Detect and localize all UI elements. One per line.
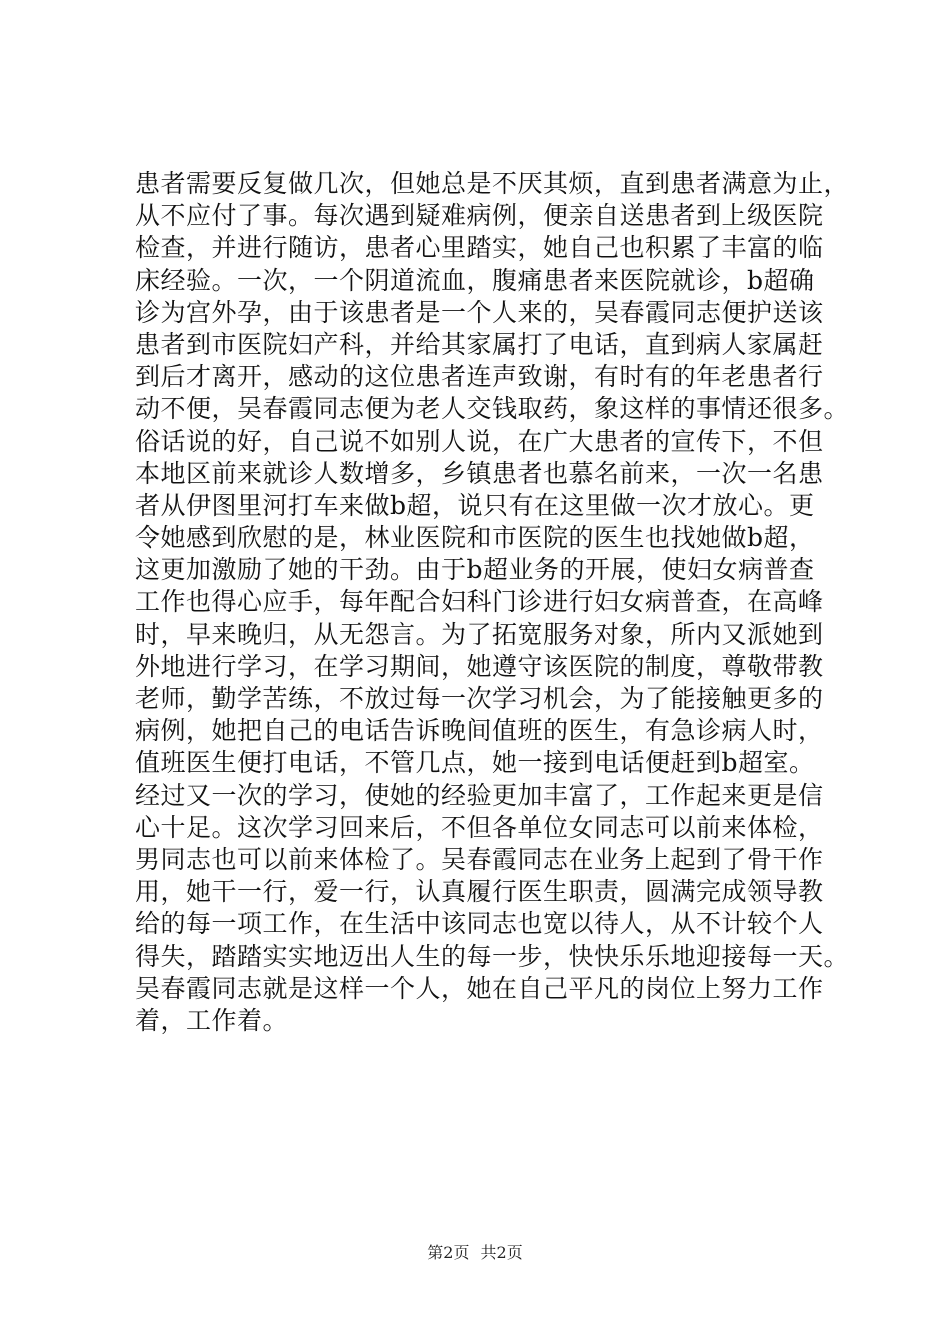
text-line: 到后才离开，感动的这位患者连声致谢，有时有的年老患者行	[135, 362, 824, 392]
text-line: 经过又一次的学习，使她的经验更加丰富了，工作起来更是信	[135, 780, 824, 810]
page-footer	[0, 1243, 950, 1263]
text-line: 床经验。一次，一个阴道流血，腹痛患者来医院就诊，b超确	[135, 265, 815, 295]
text-line: 工作也得心应手，每年配合妇科门诊进行妇女病普查，在高峰	[135, 587, 824, 617]
text-line: 男同志也可以前来体检了。吴春霞同志在业务上起到了骨干作	[135, 844, 824, 874]
text-line: 患者需要反复做几次，但她总是不厌其烦，直到患者满意为止，	[135, 169, 850, 198]
text-line: 给的每一项工作，在生活中该同志也宽以待人，从不计较个人	[135, 909, 824, 939]
text-line: 值班医生便打电话，不管几点，她一接到电话便赶到b超室。	[135, 748, 815, 778]
text-line: 从不应付了事。每次遇到疑难病例，便亲自送患者到上级医院	[135, 201, 824, 231]
text-line: 着，工作着。	[135, 1005, 289, 1035]
text-line: 动不便，吴春霞同志便为老人交钱取药，象这样的事情还很多。	[135, 394, 850, 424]
page-number: 第2页	[427, 1243, 470, 1262]
body-paragraph	[135, 168, 850, 1037]
text-line: 老师，勤学苦练，不放过每一次学习机会，为了能接触更多的	[135, 684, 824, 713]
text-line: 这更加激励了她的干劲。由于b超业务的开展，使妇女病普查	[135, 555, 815, 585]
text-line: 令她感到欣慰的是，林业医院和市医院的医生也找她做b超，	[135, 523, 815, 553]
text-line: 者从伊图里河打车来做b超，说只有在这里做一次才放心。更	[135, 490, 815, 520]
text-line: 得失，踏踏实实地迈出人生的每一步，快快乐乐地迎接每一天。	[135, 941, 850, 971]
text-line: 外地进行学习，在学习期间，她遵守该医院的制度，尊敬带教	[135, 651, 824, 681]
text-line: 心十足。这次学习回来后，不但各单位女同志可以前来体检，	[135, 812, 824, 842]
text-line: 俗话说的好，自己说不如别人说，在广大患者的宣传下，不但	[135, 426, 824, 456]
text-line: 病例，她把自己的电话告诉晚间值班的医生，有急诊病人时，	[135, 716, 824, 746]
text-line: 吴春霞同志就是这样一个人，她在自己平凡的岗位上努力工作	[135, 973, 824, 1003]
text-line: 诊为宫外孕，由于该患者是一个人来的，吴春霞同志便护送该	[135, 297, 824, 327]
text-line: 本地区前来就诊人数增多，乡镇患者也慕名前来，一次一名患	[135, 458, 824, 488]
text-line: 患者到市医院妇产科，并给其家属打了电话，直到病人家属赶	[135, 329, 824, 359]
page-total: 共2页	[480, 1243, 523, 1262]
text-line: 用，她干一行，爱一行，认真履行医生职责，圆满完成领导教	[135, 877, 824, 907]
text-line: 时，早来晚归，从无怨言。为了拓宽服务对象，所内又派她到	[135, 619, 824, 649]
text-line: 检查，并进行随访，患者心里踏实，她自己也积累了丰富的临	[135, 233, 824, 263]
